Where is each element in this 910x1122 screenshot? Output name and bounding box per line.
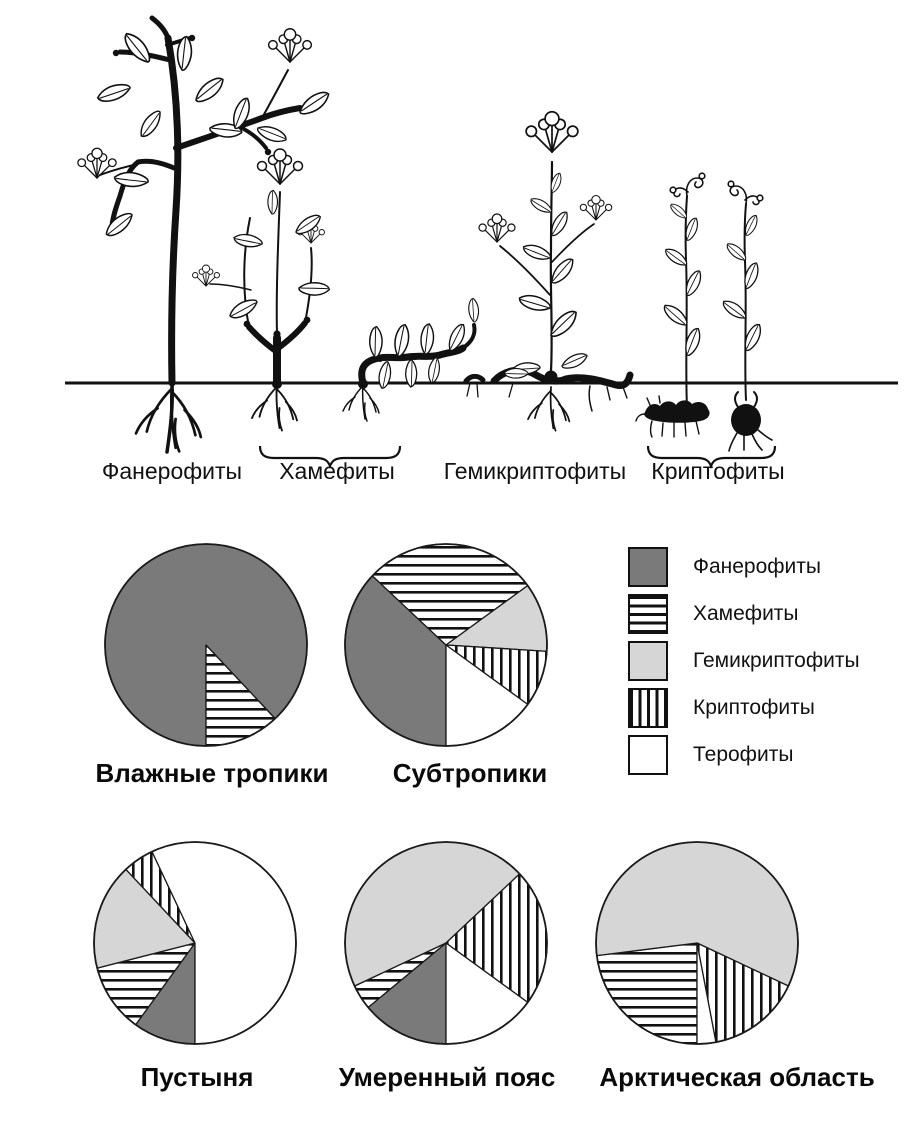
cryptophyte-bulb-plant [721, 181, 772, 451]
legend-swatch-therophytes [628, 735, 668, 775]
legend-item-cryptophytes [628, 688, 860, 728]
legend [628, 547, 860, 782]
legend-label: Хамефиты [693, 602, 799, 625]
pie-temperate-zone [338, 835, 554, 1051]
legend-label: Терофиты [693, 743, 794, 766]
pie-subtropics [338, 537, 554, 753]
label-phanerophytes: Фанерофиты [101, 458, 243, 484]
legend-item-hemicryptophytes [628, 641, 860, 681]
pie-humid-tropics [98, 537, 314, 753]
legend-label: Гемикриптофиты [693, 649, 860, 672]
legend-item-therophytes [628, 735, 860, 775]
pie-slice [597, 943, 697, 1044]
label-cryptophytes: Криптофиты [651, 458, 785, 484]
label-hemicryptophytes: Гемикриптофиты [443, 458, 627, 484]
legend-item-phanerophytes [628, 547, 860, 587]
chamaephyte-upright-plant [193, 149, 331, 431]
pie-title-temperate-zone: Умеренный пояс [338, 1062, 556, 1092]
pie-title-subtropics: Субтропики [392, 758, 548, 788]
legend-label: Криптофиты [693, 696, 815, 719]
pie-title-arctic-region: Арктическая область [599, 1062, 875, 1092]
pie-title-desert: Пустыня [140, 1062, 254, 1092]
legend-label: Фанерофиты [693, 555, 821, 578]
label-chamaephytes: Хамефиты [279, 458, 395, 484]
chamaephyte-creeping-plant [343, 298, 481, 421]
legend-swatch-chamaephytes [628, 594, 668, 634]
legend-item-chamaephytes [628, 594, 860, 634]
legend-swatch-hemicryptophytes [628, 641, 668, 681]
pie-arctic-region [589, 835, 805, 1051]
legend-swatch-phanerophytes [628, 547, 668, 587]
legend-swatch-cryptophytes [628, 688, 668, 728]
pie-title-humid-tropics: Влажные тропики [95, 758, 329, 788]
cryptophyte-rhizome-plant [636, 173, 710, 437]
phanerophyte-plant [78, 18, 333, 452]
pie-desert [87, 835, 303, 1051]
life-forms-illustration [0, 0, 910, 500]
